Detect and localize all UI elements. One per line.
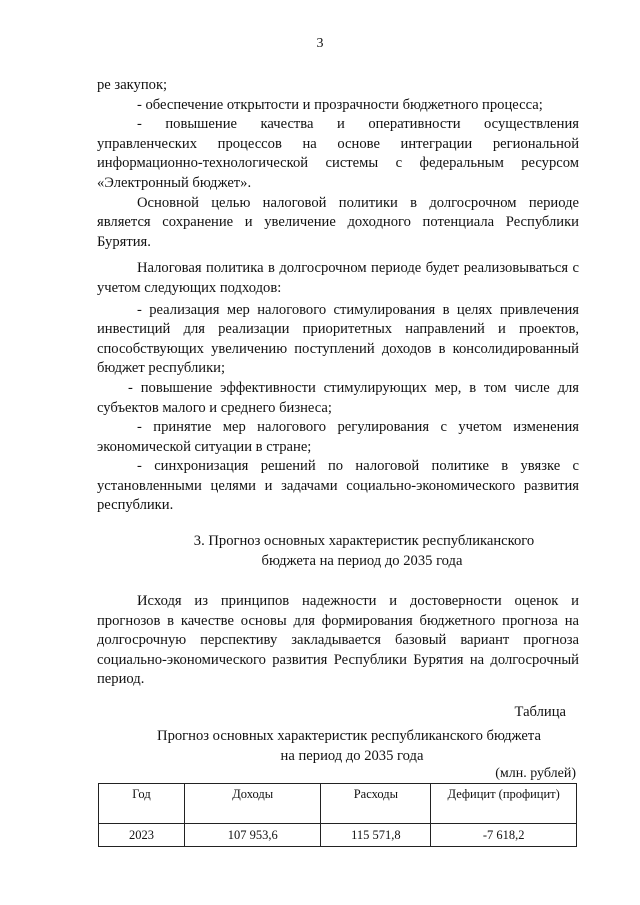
list-item-efficiency: - повышение эффективности стимулирующих мер, в том числе для субъектов малого и среднего бизнеса; [97, 379, 579, 416]
cell-expenses: 115 571,8 [321, 824, 431, 847]
body-text [97, 76, 579, 516]
header-expenses: Расходы [321, 784, 431, 824]
paragraph-continuation: ре закупок; [97, 77, 168, 93]
table-title-line1: Прогноз основных характеристик республиканского бюджета [157, 728, 541, 744]
table-row [99, 824, 577, 847]
section-lead-paragraph: Исходя из принципов надежности и достоверности оценок и прогнозов в качестве основы для формирования бюджетного прогноза на долгосрочную перспективу закладывается базовый вариант прогноза социально-экономического развития Республики Бурятия на долгосрочный период. [97, 593, 579, 688]
section-title [97, 531, 579, 571]
section-title-line2: бюджета на период до 2035 года [261, 553, 463, 569]
list-item-regulation: - принятие мер налогового регулирования с учетом изменения экономической ситуации в стране; [97, 419, 579, 455]
list-item-tax-incentives: - реализация мер налогового стимулирования в целях привлечения инвестиций для реализации приоритетных направлений и проектов, способствующих увеличению поступлений доходов в консолидированный бюджет республики; [97, 301, 579, 377]
list-item-quality: - повышение качества и оперативности осуществления управленческих процессов на основе интеграции региональной информационно-технологической системы с федеральным ресурсом «Электронный бюджет». [97, 116, 579, 191]
cell-revenue: 107 953,6 [185, 824, 321, 847]
page-number: 3 [316, 36, 324, 51]
section-title-line1: 3. Прогноз основных характеристик республиканского [193, 533, 535, 549]
table-label: Таблица [514, 704, 566, 720]
paragraph-tax-goal: Основной целью налоговой политики в долгосрочном периоде является сохранение и увеличение доходного потенциала Республики Бурятия. [97, 194, 579, 250]
cell-deficit: -7 618,2 [431, 824, 577, 847]
header-revenue: Доходы [185, 784, 321, 824]
list-item-openness: - обеспечение открытости и прозрачности бюджетного процесса; [137, 96, 543, 113]
table-title [97, 726, 579, 766]
table-title-line2: на период до 2035 года [280, 748, 424, 764]
cell-year: 2023 [99, 824, 185, 847]
table-unit: (млн. рублей) [495, 766, 576, 781]
list-item-synchronization: - синхронизация решений по налоговой политике в увязке с установленными целями и задачами социально-экономического развития республики. [97, 458, 579, 514]
table-header-row [99, 784, 577, 824]
header-deficit: Дефицит (профицит) [431, 784, 577, 824]
header-year: Год [99, 784, 185, 824]
forecast-table [98, 783, 577, 847]
paragraph-tax-approaches: Налоговая политика в долгосрочном периоде будет реализовываться с учетом следующих подходов: [97, 260, 579, 296]
